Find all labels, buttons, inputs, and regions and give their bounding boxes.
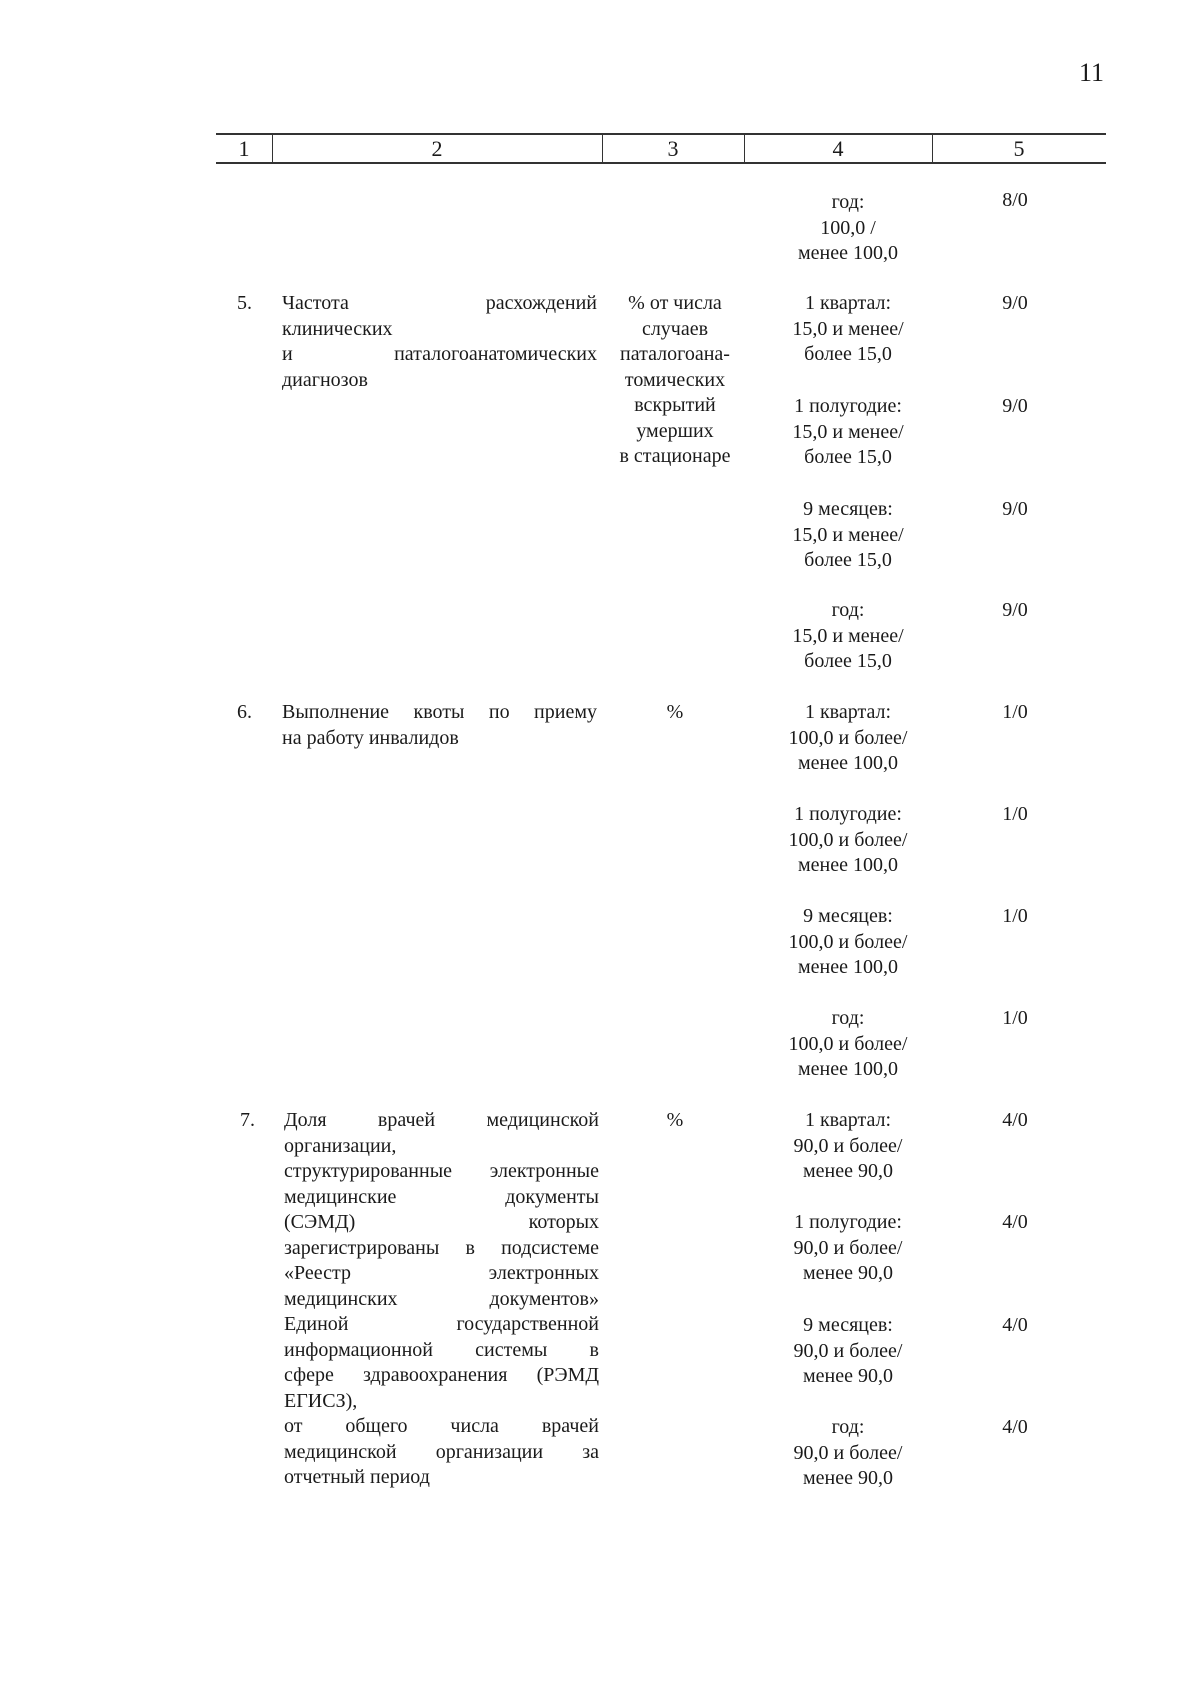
unit-text: [604, 700, 746, 726]
indicator-line: ЕГИСЗ),: [284, 1389, 358, 1412]
score-value: 8/0: [1002, 189, 1028, 211]
unit-line: томических: [624, 368, 726, 391]
unit-line: вскрытий: [634, 394, 716, 416]
indicator-line: организации,: [284, 1134, 397, 1157]
period-threshold: 100,0 и более/: [788, 726, 908, 749]
page-number: 11: [1078, 58, 1104, 87]
indicator-line: медицинских документов»: [284, 1287, 599, 1310]
period-label: 1 полугодие:: [794, 395, 902, 417]
period-threshold-alt: менее 90,0: [803, 1262, 893, 1284]
period-label: 9 месяцев:: [803, 1314, 893, 1336]
indicator-line: Частота расхождений: [282, 292, 597, 314]
indicator-line: Единой государственной: [284, 1313, 599, 1335]
indicator-line: и паталогоанатомических: [282, 343, 597, 365]
period-threshold-alt: менее 90,0: [803, 1365, 893, 1387]
header-col-1: 1: [238, 136, 250, 161]
period-block: [748, 1415, 948, 1492]
score-value: 4/0: [1002, 1416, 1028, 1438]
period-threshold-alt: менее 90,0: [803, 1467, 893, 1489]
period-threshold-alt: менее 100,0: [798, 854, 898, 876]
indicator-line: на работу инвалидов: [282, 726, 459, 749]
period-threshold-alt: более 15,0: [804, 650, 892, 672]
indicator-line: медицинские документы: [284, 1185, 599, 1208]
indicator-line: «Реестр электронных: [284, 1262, 599, 1284]
period-label: год:: [831, 191, 865, 213]
unit-line: % от числа: [628, 292, 722, 314]
unit-line: в стационаре: [619, 445, 731, 467]
header-col-4: 4: [832, 136, 844, 161]
indicator-text: [282, 291, 597, 393]
score-value: 9/0: [1002, 599, 1028, 621]
period-label: год:: [831, 1416, 865, 1438]
period-threshold: 90,0 и более/: [793, 1236, 903, 1259]
period-block: [748, 598, 948, 675]
period-label: 1 квартал:: [804, 701, 892, 723]
period-threshold: 15,0 и менее/: [792, 317, 904, 340]
score-value: 1/0: [1002, 905, 1028, 927]
indicator-line: (СЭМД) которых: [284, 1211, 599, 1233]
indicator-line: зарегистрированы в подсистеме: [284, 1236, 599, 1259]
period-label: 1 полугодие:: [794, 1211, 902, 1233]
score-value: 1/0: [1002, 701, 1028, 723]
indicator-text: [282, 700, 597, 751]
period-threshold-alt: менее 90,0: [803, 1160, 893, 1182]
score-value: 1/0: [1002, 1007, 1028, 1029]
indicator-line: отчетный период: [284, 1466, 430, 1488]
period-threshold: 100,0 и более/: [788, 828, 908, 851]
period-label: 1 квартал:: [804, 1109, 892, 1131]
row-number: 5.: [237, 292, 252, 314]
table-header-row: [216, 133, 1106, 164]
score-value: 9/0: [1002, 395, 1028, 417]
score-value: 4/0: [1002, 1211, 1028, 1233]
header-col-2: 2: [431, 136, 443, 161]
indicator-line: клинических: [282, 317, 393, 340]
period-block: [748, 1006, 948, 1083]
indicator-line: структурированные электронные: [284, 1160, 599, 1182]
score-value: 4/0: [1002, 1109, 1028, 1131]
score-value: 4/0: [1002, 1314, 1028, 1336]
period-threshold-alt: более 15,0: [804, 549, 892, 571]
period-block: [748, 497, 948, 574]
period-threshold: 15,0 и менее/: [792, 420, 904, 443]
score-value: 1/0: [1002, 803, 1028, 825]
period-threshold: 100,0 /: [820, 216, 876, 239]
period-threshold: 100,0 и более/: [788, 930, 908, 953]
period-block: [748, 1313, 948, 1390]
period-threshold: 90,0 и более/: [793, 1441, 903, 1464]
unit-line: случаев: [641, 317, 709, 340]
period-threshold-alt: более 15,0: [804, 446, 892, 468]
period-block: [748, 1108, 948, 1185]
indicator-text: [284, 1108, 599, 1491]
period-label: год:: [831, 599, 865, 621]
unit-line: %: [666, 1109, 684, 1131]
period-threshold-alt: менее 100,0: [798, 1058, 898, 1080]
period-block: [748, 394, 948, 471]
header-col-3: 3: [667, 136, 679, 161]
unit-text: [604, 1108, 746, 1134]
period-threshold: 15,0 и менее/: [792, 523, 904, 546]
indicator-line: информационной системы в: [284, 1338, 599, 1361]
indicator-line: медицинской организации за: [284, 1440, 599, 1463]
unit-line: паталогоана-: [620, 343, 730, 365]
indicator-line: диагнозов: [282, 368, 368, 391]
period-block: [748, 291, 948, 368]
period-label: год:: [831, 1007, 865, 1029]
period-threshold: 90,0 и более/: [793, 1134, 903, 1157]
indicator-line: Доля врачей медицинской: [284, 1109, 599, 1131]
period-block: [748, 700, 948, 777]
period-threshold: 15,0 и менее/: [792, 624, 904, 647]
period-block: [748, 1210, 948, 1287]
period-threshold: 100,0 и более/: [788, 1032, 908, 1055]
unit-line: умерших: [636, 419, 714, 442]
period-threshold-alt: менее 100,0: [798, 752, 898, 774]
score-value: 9/0: [1002, 498, 1028, 520]
period-threshold-alt: менее 100,0: [798, 956, 898, 978]
period-label: 9 месяцев:: [803, 498, 893, 520]
period-label: 1 квартал:: [804, 292, 892, 314]
indicator-line: сфере здравоохранения (РЭМД: [284, 1364, 599, 1386]
unit-line: %: [666, 701, 684, 723]
period-label: 9 месяцев:: [803, 905, 893, 927]
indicator-line: Выполнение квоты по приему: [282, 701, 597, 723]
period-block: [748, 904, 948, 981]
period-label: 1 полугодие:: [794, 803, 902, 825]
period-threshold-alt: более 15,0: [804, 343, 892, 365]
period-threshold: 90,0 и более/: [793, 1339, 903, 1362]
row-number: 6.: [237, 701, 252, 723]
period-block: [748, 190, 948, 267]
period-block: [748, 802, 948, 879]
row-number: 7.: [240, 1109, 255, 1131]
unit-text: [604, 291, 746, 470]
indicator-line: от общего числа врачей: [284, 1415, 599, 1437]
header-col-5: 5: [1013, 136, 1025, 161]
score-value: 9/0: [1002, 292, 1028, 314]
period-threshold-alt: менее 100,0: [798, 242, 898, 264]
